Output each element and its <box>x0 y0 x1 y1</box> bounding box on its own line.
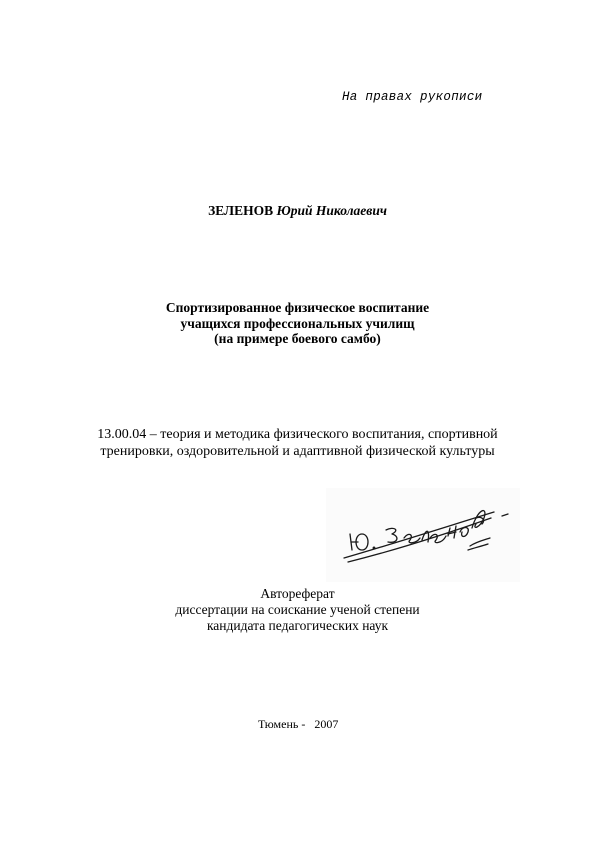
city: Тюмень - <box>258 717 306 731</box>
author-surname: ЗЕЛЕНОВ <box>208 203 274 218</box>
handwritten-signature <box>326 488 520 582</box>
year: 2007 <box>314 717 339 731</box>
abstract-line: диссертации на соискание ученой степени <box>175 602 420 617</box>
city-and-year <box>258 717 338 732</box>
title-line: (на примере боевого самбо) <box>214 331 381 346</box>
title-line: учащихся профессиональных училищ <box>180 315 415 331</box>
rights-notice: На правах рукописи <box>342 90 483 104</box>
author-name <box>0 203 595 219</box>
abstract-caption <box>0 586 595 634</box>
specialty-code <box>0 426 595 460</box>
abstract-line: кандидата педагогических наук <box>206 618 389 633</box>
author-given-names: Юрий Николаевич <box>276 203 387 218</box>
dissertation-title <box>0 300 595 347</box>
title-line: Спортизированное физическое воспитание <box>165 300 430 315</box>
specialty-line: 13.00.04 – теория и методика физического воспитания, спортивной <box>97 427 498 442</box>
specialty-line: тренировки, оздоровительной и адаптивной физической культуры <box>100 444 495 459</box>
abstract-line: Автореферат <box>260 586 335 601</box>
signature-drawing <box>326 488 520 582</box>
